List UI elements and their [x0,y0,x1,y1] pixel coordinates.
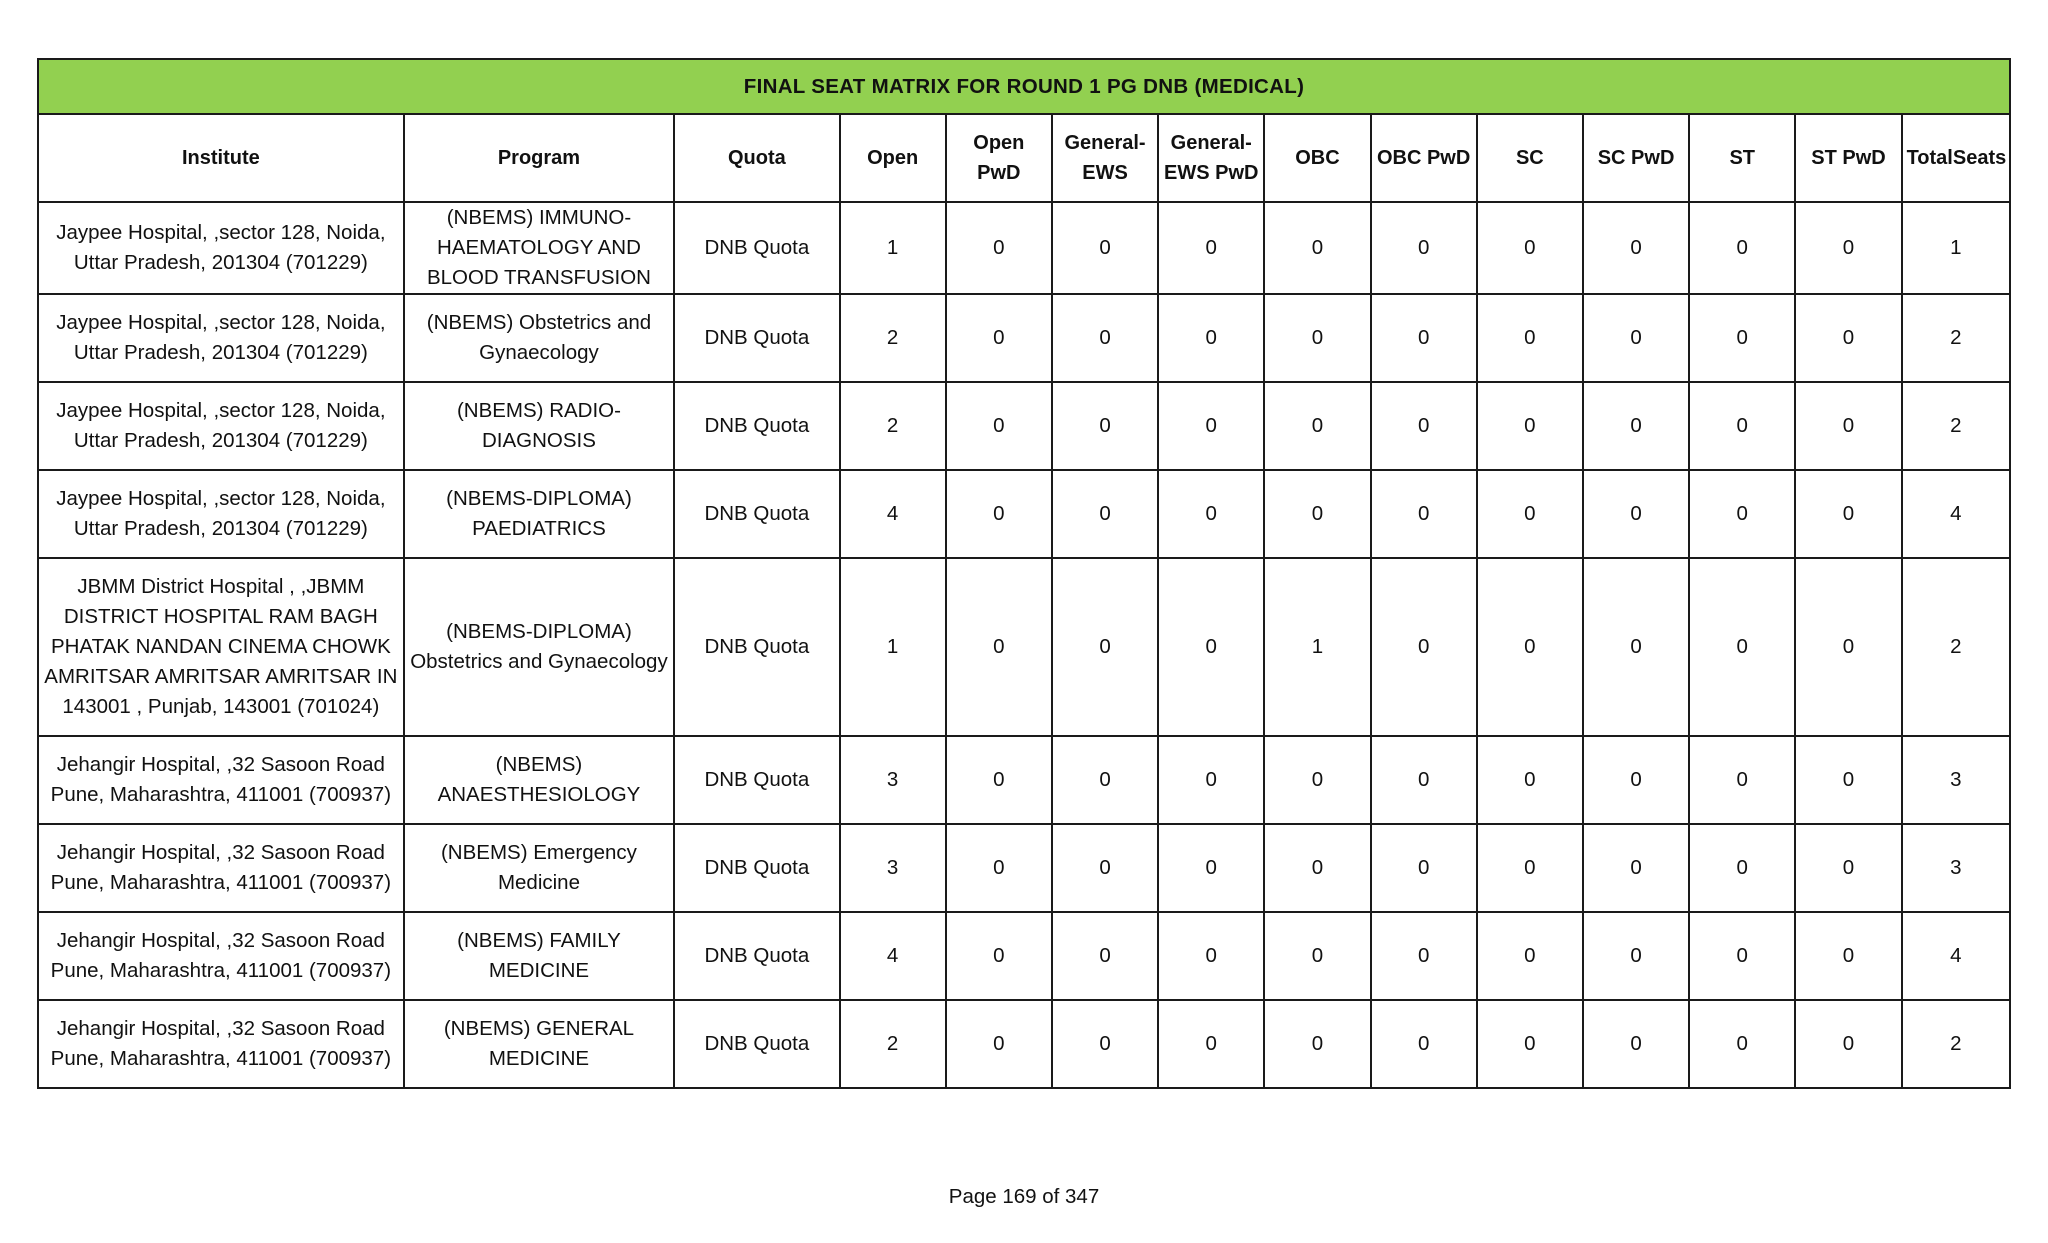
program-cell: (NBEMS) Emergency Medicine [404,824,675,912]
seat-count-cell: 1 [840,202,946,294]
program-cell: (NBEMS) GENERAL MEDICINE [404,1000,675,1088]
program-cell: (NBEMS) ANAESTHESIOLOGY [404,736,675,824]
seat-count-cell: 3 [1902,736,2010,824]
seat-count-cell: 0 [1477,736,1583,824]
seat-count-cell: 0 [1052,470,1158,558]
seat-count-cell: 0 [1052,824,1158,912]
page-title: FINAL SEAT MATRIX FOR ROUND 1 PG DNB (MEDICAL) [38,59,2010,114]
header-row [38,114,2010,202]
seat-count-cell: 3 [1902,824,2010,912]
seat-count-cell: 0 [1158,294,1264,382]
seat-count-cell: 0 [1795,1000,1901,1088]
seat-count-cell: 0 [1477,202,1583,294]
seat-count-cell: 0 [1795,912,1901,1000]
seat-count-cell: 0 [946,294,1052,382]
seat-count-cell: 0 [1795,202,1901,294]
institute-cell: Jehangir Hospital, ,32 Sasoon Road Pune, Maharashtra, 411001 (700937) [38,912,404,1000]
column-header: TotalSeats [1902,114,2010,202]
quota-cell: DNB Quota [674,202,839,294]
seat-count-cell: 2 [840,294,946,382]
seat-count-cell: 0 [946,912,1052,1000]
seat-count-cell: 0 [1689,382,1795,470]
seat-count-cell: 2 [1902,382,2010,470]
seat-count-cell: 0 [1264,202,1370,294]
seat-count-cell: 1 [1264,558,1370,736]
seat-count-cell: 0 [1264,1000,1370,1088]
seat-count-cell: 0 [1264,470,1370,558]
table-row [38,1000,2010,1088]
seat-count-cell: 0 [1264,382,1370,470]
seat-count-cell: 0 [1371,824,1477,912]
seat-count-cell: 0 [946,382,1052,470]
quota-cell: DNB Quota [674,824,839,912]
institute-cell: Jehangir Hospital, ,32 Sasoon Road Pune, Maharashtra, 411001 (700937) [38,1000,404,1088]
seat-count-cell: 0 [1689,1000,1795,1088]
seat-count-cell: 0 [1158,824,1264,912]
seat-count-cell: 0 [1477,382,1583,470]
institute-cell: Jehangir Hospital, ,32 Sasoon Road Pune, Maharashtra, 411001 (700937) [38,736,404,824]
seat-count-cell: 0 [1795,558,1901,736]
quota-cell: DNB Quota [674,470,839,558]
seat-count-cell: 3 [840,824,946,912]
seat-count-cell: 0 [1689,470,1795,558]
seat-count-cell: 0 [1371,382,1477,470]
seat-count-cell: 0 [1583,202,1689,294]
seat-count-cell: 0 [1052,558,1158,736]
institute-cell: Jaypee Hospital, ,sector 128, Noida, Uttar Pradesh, 201304 (701229) [38,382,404,470]
seat-count-cell: 0 [1583,1000,1689,1088]
seat-count-cell: 0 [1158,1000,1264,1088]
table-row [38,824,2010,912]
column-header: SC PwD [1583,114,1689,202]
quota-cell: DNB Quota [674,912,839,1000]
seat-count-cell: 4 [1902,470,2010,558]
seat-count-cell: 0 [1158,558,1264,736]
seat-count-cell: 0 [1158,736,1264,824]
seat-count-cell: 1 [840,558,946,736]
institute-cell: Jaypee Hospital, ,sector 128, Noida, Uttar Pradesh, 201304 (701229) [38,470,404,558]
column-header: Open PwD [946,114,1052,202]
column-header: OBC [1264,114,1370,202]
seat-count-cell: 0 [1689,912,1795,1000]
column-header: ST PwD [1795,114,1901,202]
seat-count-cell: 0 [1264,294,1370,382]
seat-count-cell: 0 [1583,824,1689,912]
seat-count-cell: 0 [1052,736,1158,824]
seat-count-cell: 0 [1477,470,1583,558]
table-row [38,912,2010,1000]
seat-count-cell: 4 [840,912,946,1000]
seat-count-cell: 0 [1583,558,1689,736]
table-row [38,470,2010,558]
seat-count-cell: 0 [1371,202,1477,294]
seat-count-cell: 0 [1583,736,1689,824]
seat-count-cell: 0 [1795,824,1901,912]
institute-cell: Jaypee Hospital, ,sector 128, Noida, Uttar Pradesh, 201304 (701229) [38,294,404,382]
column-header: Quota [674,114,839,202]
table-row [38,202,2010,294]
seat-count-cell: 0 [1477,294,1583,382]
seat-count-cell: 0 [946,558,1052,736]
seat-count-cell: 0 [1052,202,1158,294]
seat-count-cell: 4 [840,470,946,558]
seat-count-cell: 0 [1477,1000,1583,1088]
table-row [38,294,2010,382]
institute-cell: Jaypee Hospital, ,sector 128, Noida, Uttar Pradesh, 201304 (701229) [38,202,404,294]
program-cell: (NBEMS) FAMILY MEDICINE [404,912,675,1000]
seat-count-cell: 0 [1158,470,1264,558]
seat-count-cell: 0 [1795,470,1901,558]
institute-cell: Jehangir Hospital, ,32 Sasoon Road Pune, Maharashtra, 411001 (700937) [38,824,404,912]
seat-count-cell: 0 [1264,912,1370,1000]
seat-count-cell: 0 [1371,470,1477,558]
seat-count-cell: 0 [946,202,1052,294]
quota-cell: DNB Quota [674,558,839,736]
seat-count-cell: 0 [1795,294,1901,382]
seat-count-cell: 0 [1052,1000,1158,1088]
program-cell: (NBEMS) RADIO-DIAGNOSIS [404,382,675,470]
seat-matrix-table [37,58,2011,1089]
table-row [38,558,2010,736]
seat-count-cell: 0 [1158,202,1264,294]
seat-count-cell: 0 [1477,912,1583,1000]
column-header: Institute [38,114,404,202]
seat-count-cell: 0 [1264,824,1370,912]
seat-count-cell: 0 [946,824,1052,912]
seat-count-cell: 0 [946,736,1052,824]
seat-count-cell: 0 [1795,382,1901,470]
column-header: General-EWS PwD [1158,114,1264,202]
seat-count-cell: 0 [1689,294,1795,382]
seat-count-cell: 0 [1689,558,1795,736]
seat-count-cell: 0 [946,470,1052,558]
seat-count-cell: 2 [1902,558,2010,736]
seat-count-cell: 0 [1052,912,1158,1000]
seat-count-cell: 2 [840,1000,946,1088]
program-cell: (NBEMS) IMMUNO-HAEMATOLOGY AND BLOOD TRANSFUSION [404,202,675,294]
seat-count-cell: 0 [1371,294,1477,382]
quota-cell: DNB Quota [674,1000,839,1088]
program-cell: (NBEMS-DIPLOMA) Obstetrics and Gynaecology [404,558,675,736]
column-header: Open [840,114,946,202]
quota-cell: DNB Quota [674,294,839,382]
column-header: General-EWS [1052,114,1158,202]
seat-count-cell: 0 [1371,558,1477,736]
program-cell: (NBEMS-DIPLOMA) PAEDIATRICS [404,470,675,558]
seat-count-cell: 0 [946,1000,1052,1088]
column-header: SC [1477,114,1583,202]
seat-count-cell: 0 [1158,912,1264,1000]
table-body [38,202,2010,1088]
seat-count-cell: 0 [1583,470,1689,558]
seat-count-cell: 0 [1477,558,1583,736]
seat-count-cell: 0 [1052,294,1158,382]
page-number: Page 169 of 347 [948,1185,1100,1208]
seat-count-cell: 2 [840,382,946,470]
seat-count-cell: 0 [1795,736,1901,824]
column-header: ST [1689,114,1795,202]
seat-count-cell: 0 [1583,294,1689,382]
seat-count-cell: 0 [1689,824,1795,912]
quota-cell: DNB Quota [674,736,839,824]
seat-count-cell: 0 [1689,736,1795,824]
seat-count-cell: 0 [1583,382,1689,470]
seat-count-cell: 0 [1052,382,1158,470]
table-row [38,736,2010,824]
institute-cell: JBMM District Hospital , ,JBMM DISTRICT HOSPITAL RAM BAGH PHATAK NANDAN CINEMA CHOWK AMRITSAR AMRITSAR AMRITSAR IN 143001 , Punjab, 143001 (701024) [38,558,404,736]
seat-count-cell: 0 [1371,1000,1477,1088]
seat-count-cell: 0 [1583,912,1689,1000]
seat-count-cell: 0 [1158,382,1264,470]
seat-count-cell: 2 [1902,294,2010,382]
seat-count-cell: 0 [1689,202,1795,294]
table-row [38,382,2010,470]
seat-count-cell: 0 [1264,736,1370,824]
column-header: Program [404,114,675,202]
seat-count-cell: 0 [1477,824,1583,912]
seat-count-cell: 0 [1371,736,1477,824]
seat-count-cell: 2 [1902,1000,2010,1088]
quota-cell: DNB Quota [674,382,839,470]
program-cell: (NBEMS) Obstetrics and Gynaecology [404,294,675,382]
seat-count-cell: 4 [1902,912,2010,1000]
seat-count-cell: 0 [1371,912,1477,1000]
seat-count-cell: 3 [840,736,946,824]
seat-count-cell: 1 [1902,202,2010,294]
column-header: OBC PwD [1371,114,1477,202]
